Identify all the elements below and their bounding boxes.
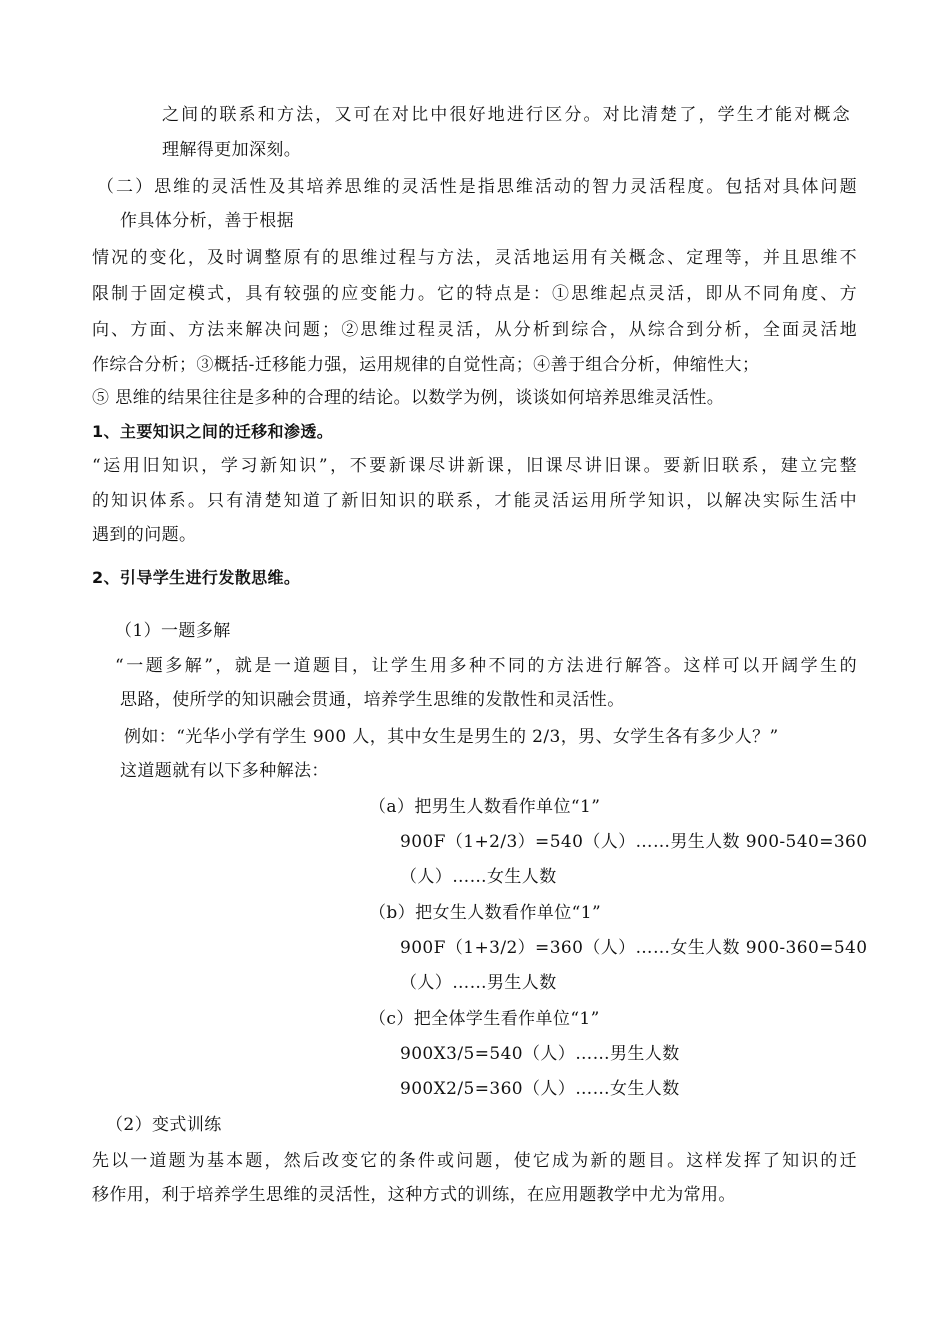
paragraph-line: 移作用，利于培养学生思维的灵活性，这种方式的训练，在应用题教学中尤为常用。 (92, 1185, 736, 1205)
solution-heading: （a）把男生人数看作单位“1” (369, 797, 601, 817)
paragraph-line: 理解得更加深刻。 (162, 140, 302, 160)
solution-heading: （c）把全体学生看作单位“1” (369, 1009, 600, 1029)
paragraph-line: 限制于固定模式，具有较强的应变能力。它的特点是：①思维起点灵活，即从不同角度、方 (92, 284, 857, 304)
item-heading: （2）变式训练 (106, 1115, 222, 1135)
paragraph-line: 向、方面、方法来解决问题；②思维过程灵活，从分析到综合，从综合到分析，全面灵活地 (92, 320, 857, 340)
paragraph-line: “一题多解”，就是一道题目，让学生用多种不同的方法进行解答。这样可以开阔学生的 (115, 656, 857, 676)
solution-line: 900X3/5=540（人）……男生人数 (400, 1044, 680, 1064)
solution-line: （人）……男生人数 (400, 973, 557, 993)
paragraph-line: ⑤ 思维的结果往往是多种的合理的结论。以数学为例，谈谈如何培养思维灵活性。 (92, 388, 725, 408)
subsection-heading: 1、主要知识之间的迁移和渗透。 (92, 422, 334, 441)
paragraph-line: 的知识体系。只有清楚知道了新旧知识的联系，才能灵活运用所学知识，以解决实际生活中 (92, 491, 857, 511)
paragraph-line: 遇到的问题。 (92, 525, 197, 545)
paragraph-line: 先以一道题为基本题，然后改变它的条件或问题，使它成为新的题目。这样发挥了知识的迁 (92, 1151, 857, 1171)
paragraph-line: 这道题就有以下多种解法： (120, 761, 329, 781)
paragraph-line: 作具体分析，善于根据 (120, 211, 294, 231)
solution-line: 900X2/5=360（人）……女生人数 (400, 1079, 680, 1099)
paragraph-line: 之间的联系和方法，又可在对比中很好地进行区分。对比清楚了，学生才能对概念 (162, 105, 850, 125)
item-heading: （1）一题多解 (115, 621, 231, 641)
paragraph-line: 作综合分析；③概括-迁移能力强，运用规律的自觉性高；④善于组合分析，伸缩性大； (92, 355, 760, 375)
solution-heading: （b）把女生人数看作单位“1” (369, 903, 602, 923)
paragraph-line: 思路，使所学的知识融会贯通，培养学生思维的发散性和灵活性。 (120, 690, 625, 710)
section-heading: （二）思维的灵活性及其培养思维的灵活性是指思维活动的智力灵活程度。包括对具体问题 (97, 177, 857, 197)
example-line: 例如：“光华小学有学生 900 人，其中女生是男生的 2/3，男、女学生各有多少人？” (124, 727, 779, 747)
solution-line: 900F（1+3/2）=360（人）……女生人数 900-360=540 (400, 938, 868, 958)
paragraph-line: “运用旧知识，学习新知识”，不要新课尽讲新课，旧课尽讲旧课。要新旧联系，建立完整 (92, 456, 857, 476)
solution-line: （人）……女生人数 (400, 867, 557, 887)
solution-line: 900F（1+2/3）=540（人）……男生人数 900-540=360 (400, 832, 868, 852)
paragraph-line: 情况的变化，及时调整原有的思维过程与方法，灵活地运用有关概念、定理等，并且思维不 (92, 248, 857, 268)
subsection-heading: 2、引导学生进行发散思维。 (92, 568, 301, 587)
